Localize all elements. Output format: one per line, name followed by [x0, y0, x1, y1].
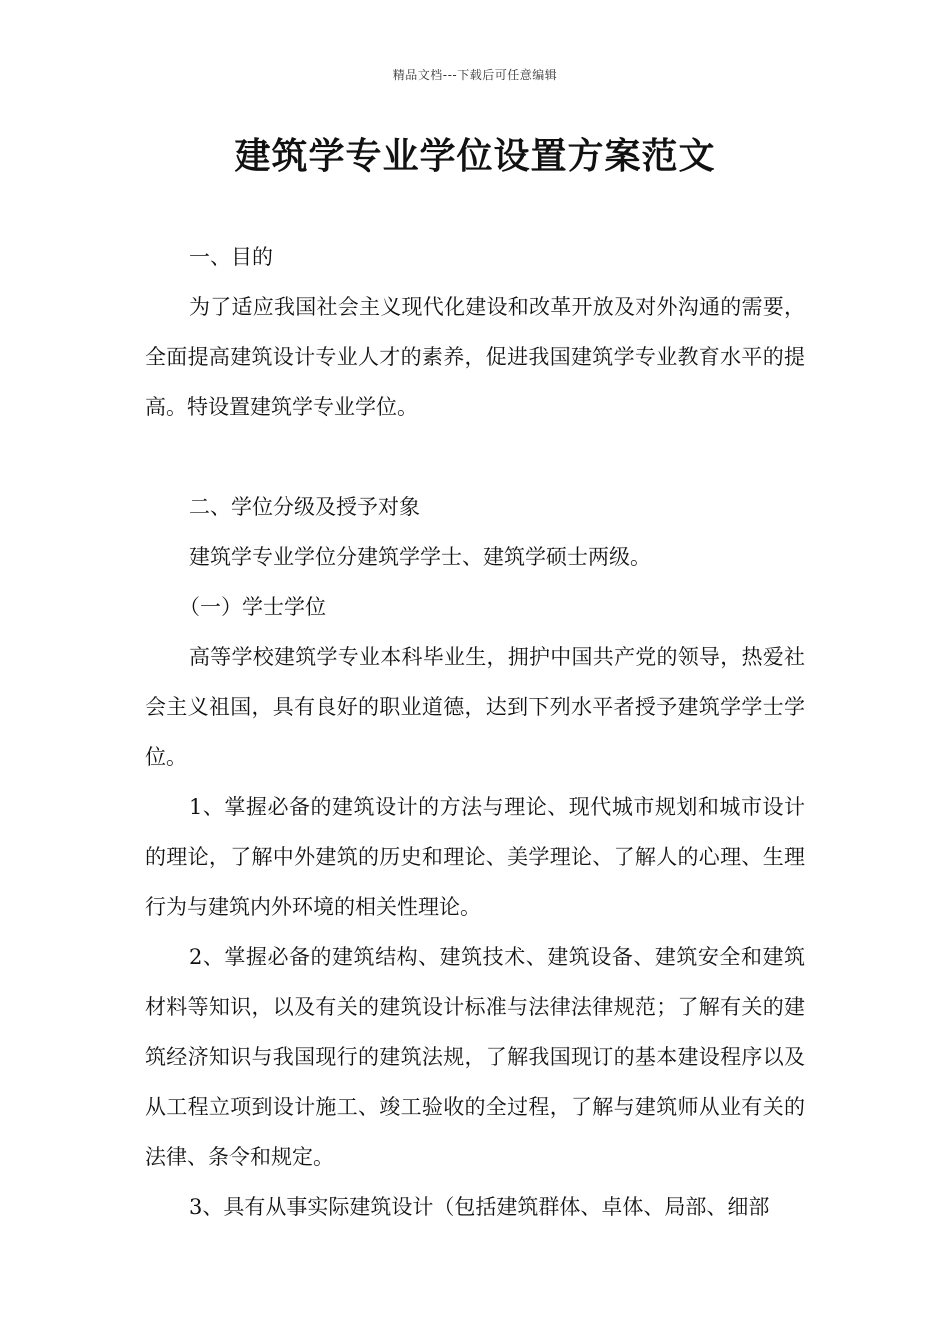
paragraph-bachelor: 高等学校建筑学专业本科毕业生，拥护中国共产党的领导，热爱社会主义祖国，具有良好的职业道德，达到下列水平者授予建筑学学士学位。: [145, 645, 805, 769]
section-heading-purpose: 一、目的: [189, 245, 273, 269]
list-item-3: 3、具有从事实际建筑设计（包括建筑群体、卓体、局部、细部: [189, 1195, 770, 1219]
paragraph-purpose: 为了适应我国社会主义现代化建设和改革开放及对外沟通的需要，全面提高建筑设计专业人才的素养，促进我国建筑学专业教育水平的提高。特设置建筑学专业学位。: [145, 295, 805, 419]
blank-line: [145, 432, 805, 482]
document-body: [145, 232, 805, 1232]
section-heading-degree-levels: 二、学位分级及授予对象: [189, 495, 420, 519]
header-note: 精品文档---下载后可任意编辑: [392, 68, 558, 82]
document-title: 建筑学专业学位设置方案范文: [234, 136, 716, 177]
paragraph-degree-levels: 建筑学专业学位分建筑学学士、建筑学硕士两级。: [189, 545, 651, 569]
list-item-1: 1、掌握必备的建筑设计的方法与理论、现代城市规划和城市设计的理论，了解中外建筑的历史和理论、美学理论、了解人的心理、生理行为与建筑内外环境的相关性理论。: [145, 795, 805, 919]
subsection-heading-bachelor: （一）学士学位: [179, 595, 326, 619]
list-item-2: 2、掌握必备的建筑结构、建筑技术、建筑设备、建筑安全和建筑材料等知识，以及有关的建筑设计标准与法律法律规范；了解有关的建筑经济知识与我国现行的建筑法规，了解我国现订的基本建设程序以及从工程立项到设计施工、竣工验收的全过程，了解与建筑师从业有关的法律、条令和规定。: [145, 945, 805, 1169]
